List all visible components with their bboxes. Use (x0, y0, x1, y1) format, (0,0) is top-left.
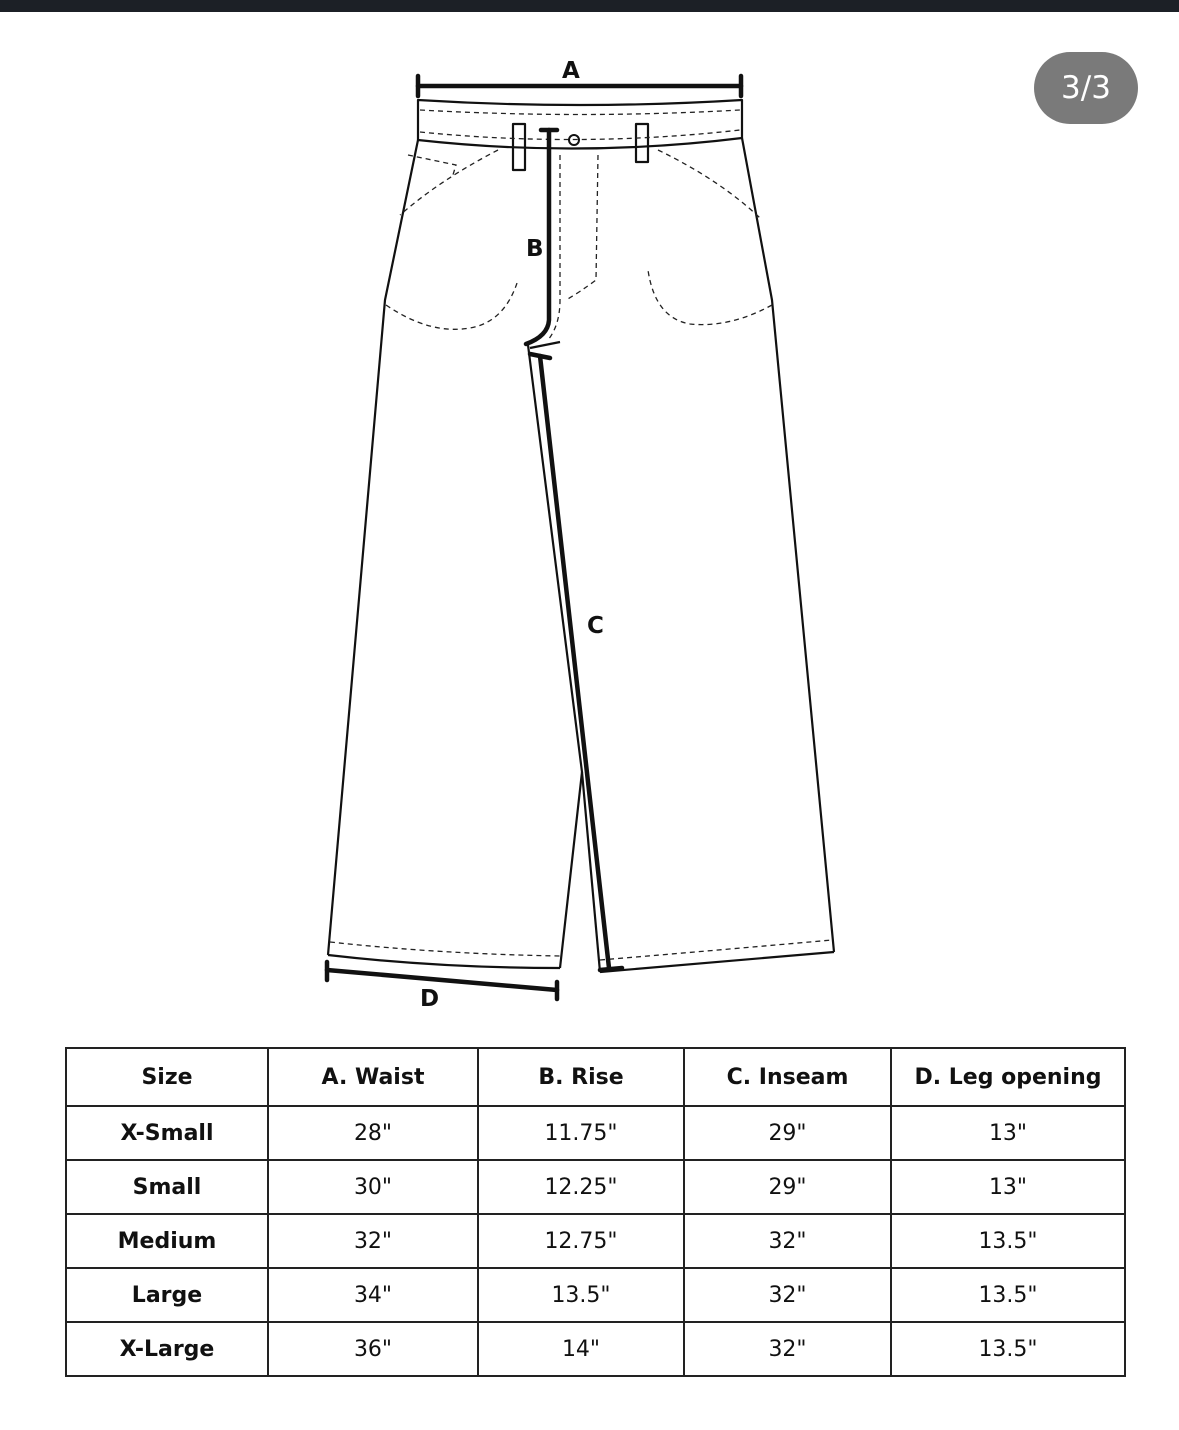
label-a: A (562, 58, 580, 84)
size-cell: X-Small (66, 1106, 268, 1160)
rise-cell: 12.75" (478, 1214, 684, 1268)
inseam-cell: 29" (684, 1106, 891, 1160)
header-size: Size (66, 1048, 268, 1106)
header-rise: B. Rise (478, 1048, 684, 1106)
label-d: D (420, 986, 440, 1012)
measure-lines (327, 76, 741, 999)
leg-opening-cell: 13.5" (891, 1268, 1125, 1322)
inseam-cell: 32" (684, 1322, 891, 1376)
page-indicator: 3/3 (1034, 52, 1138, 124)
inseam-cell: 32" (684, 1214, 891, 1268)
size-cell: Small (66, 1160, 268, 1214)
leg-opening-cell: 13.5" (891, 1214, 1125, 1268)
rise-cell: 11.75" (478, 1106, 684, 1160)
table-row (66, 1322, 1125, 1376)
size-cell: Large (66, 1268, 268, 1322)
waist-cell: 32" (268, 1214, 478, 1268)
leg-opening-cell: 13" (891, 1106, 1125, 1160)
leg-opening-cell: 13.5" (891, 1322, 1125, 1376)
header-inseam: C. Inseam (684, 1048, 891, 1106)
table-row (66, 1106, 1125, 1160)
size-cell: Medium (66, 1214, 268, 1268)
table-row (66, 1160, 1125, 1214)
leg-opening-cell: 13" (891, 1160, 1125, 1214)
table-header-row (66, 1048, 1125, 1106)
inseam-cell: 32" (684, 1268, 891, 1322)
waist-cell: 34" (268, 1268, 478, 1322)
table-row (66, 1214, 1125, 1268)
stitching (330, 110, 832, 960)
label-b: B (526, 236, 544, 262)
waist-cell: 30" (268, 1160, 478, 1214)
size-chart-table (65, 1047, 1126, 1377)
waist-cell: 28" (268, 1106, 478, 1160)
waist-cell: 36" (268, 1322, 478, 1376)
header-waist: A. Waist (268, 1048, 478, 1106)
label-c: C (587, 613, 604, 639)
pants-outline (328, 100, 834, 972)
size-cell: X-Large (66, 1322, 268, 1376)
header-leg-opening: D. Leg opening (891, 1048, 1125, 1106)
inseam-cell: 29" (684, 1160, 891, 1214)
table-row (66, 1268, 1125, 1322)
rise-cell: 13.5" (478, 1268, 684, 1322)
rise-cell: 12.25" (478, 1160, 684, 1214)
rise-cell: 14" (478, 1322, 684, 1376)
